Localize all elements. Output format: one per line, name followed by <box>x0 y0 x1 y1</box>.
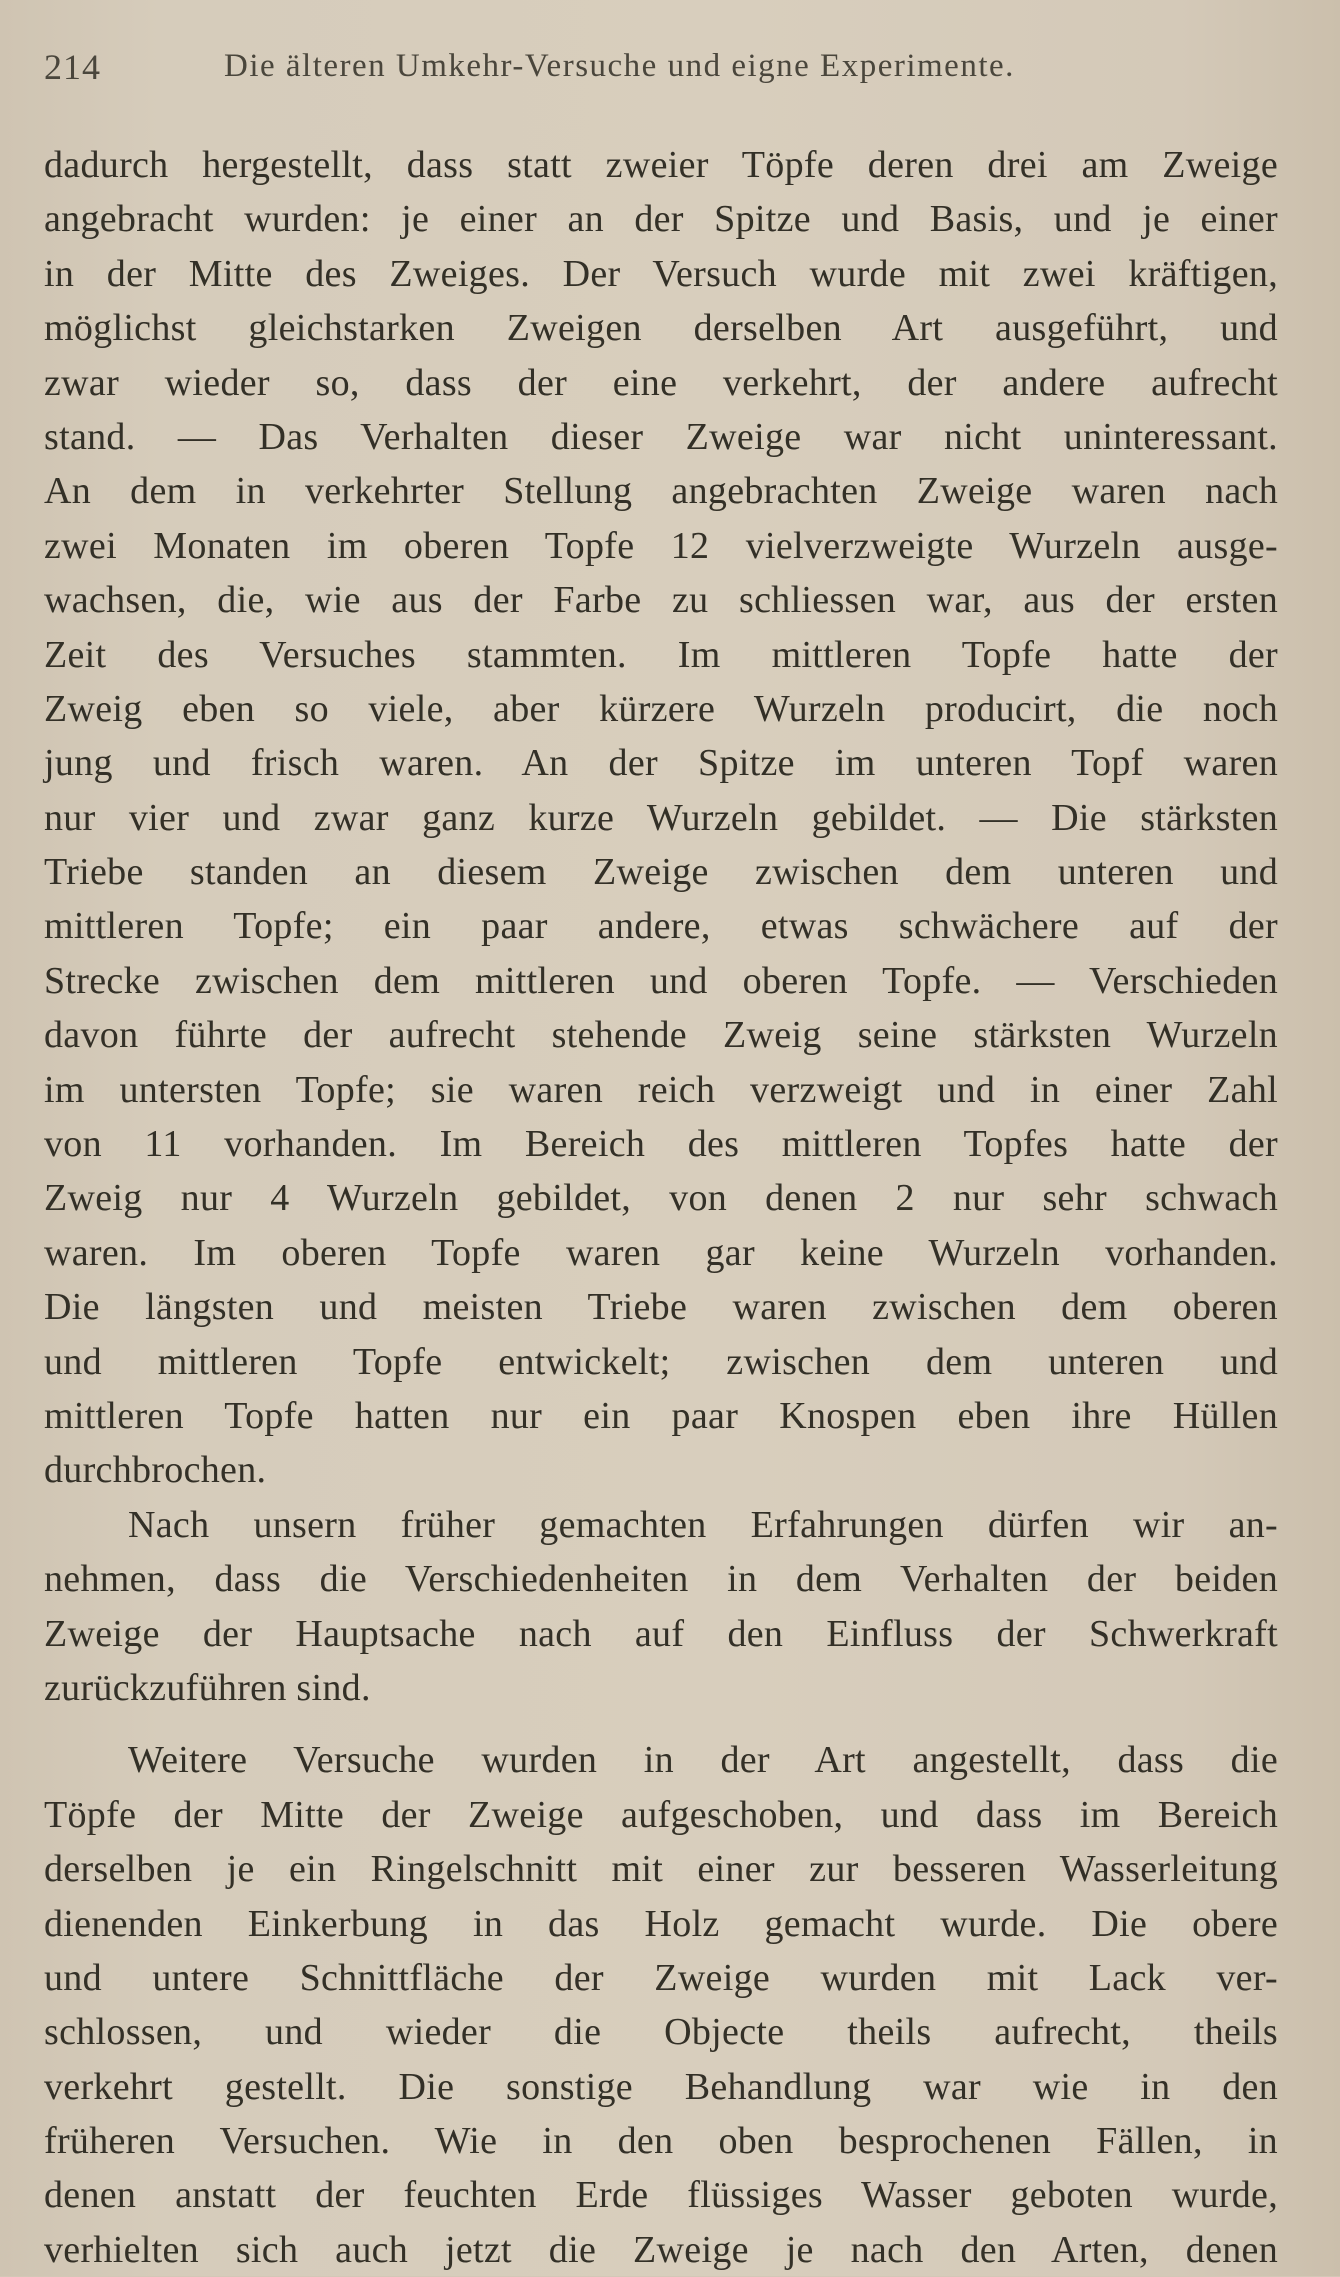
text-line: Zeit des Versuches stammten. Im mittleren Topfe hatte der <box>44 633 1278 676</box>
text-line: denen anstatt der feuchten Erde flüssiges Wasser geboten wurde, <box>44 2174 1278 2217</box>
text-line: dienenden Einkerbung in das Holz gemacht wurde. Die obere <box>44 1902 1278 1945</box>
text-line: Triebe standen an diesem Zweige zwischen dem unteren und <box>44 851 1278 894</box>
page-number: 214 <box>44 47 101 87</box>
text-line: jung und frisch waren. An der Spitze im unteren Topf waren <box>44 742 1278 785</box>
text-line: davon führte der aufrecht stehende Zweig seine stärksten Wurzeln <box>44 1014 1278 1057</box>
text-line: zurückzuführen sind. <box>44 1666 371 1709</box>
text-line: Zweig nur 4 Wurzeln gebildet, von denen 2 nur sehr schwach <box>44 1177 1278 1220</box>
text-line: wachsen, die, wie aus der Farbe zu schliessen war, aus der ersten <box>44 579 1278 622</box>
page-header <box>44 46 1284 96</box>
text-line: angebracht wurden: je einer an der Spitze und Basis, und je einer <box>44 198 1278 241</box>
text-line: durchbrochen. <box>44 1449 267 1492</box>
text-line: Die längsten und meisten Triebe waren zwischen dem oberen <box>44 1286 1278 1329</box>
text-line: verhielten sich auch jetzt die Zweige je nach den Arten, denen <box>44 2228 1278 2271</box>
text-line: Töpfe der Mitte der Zweige aufgeschoben, und dass im Bereich <box>44 1793 1278 1836</box>
paragraph-3 <box>44 1733 1278 2277</box>
text-line: waren. Im oberen Topfe waren gar keine Wurzeln vorhanden. <box>44 1231 1278 1274</box>
text-line: zwar wieder so, dass der eine verkehrt, der andere aufrecht <box>44 361 1278 404</box>
text-line: mittleren Topfe; ein paar andere, etwas schwächere auf der <box>44 905 1278 948</box>
text-line: dadurch hergestellt, dass statt zweier Töpfe deren drei am Zweige <box>44 144 1278 186</box>
text-line: in der Mitte des Zweiges. Der Versuch wurde mit zwei kräftigen, <box>44 252 1278 295</box>
text-line: mittleren Topfe hatten nur ein paar Knospen eben ihre Hüllen <box>44 1394 1278 1437</box>
text-line: im untersten Topfe; sie waren reich verzweigt und in einer Zahl <box>44 1068 1278 1111</box>
text-line: von 11 vorhanden. Im Bereich des mittleren Topfes hatte der <box>44 1123 1278 1166</box>
text-line: früheren Versuchen. Wie in den oben besprochenen Fällen, in <box>44 2120 1278 2163</box>
running-head: Die älteren Umkehr-Versuche und eigne Experimente. <box>224 48 1015 84</box>
text-line: Weitere Versuche wurden in der Art angestellt, dass die <box>128 1739 1278 1782</box>
text-line: nur vier und zwar ganz kurze Wurzeln gebildet. — Die stärksten <box>44 796 1278 839</box>
body-text <box>44 138 1278 2277</box>
text-line: stand. — Das Verhalten dieser Zweige war nicht uninteressant. <box>44 415 1278 458</box>
text-line: zwei Monaten im oberen Topfe 12 vielverzweigte Wurzeln ausge- <box>44 524 1278 567</box>
paragraph-1 <box>44 138 1278 1498</box>
text-line: nehmen, dass die Verschiedenheiten in dem Verhalten der beiden <box>44 1558 1278 1601</box>
text-line: möglichst gleichstarken Zweigen derselben Art ausgeführt, und <box>44 307 1278 350</box>
text-line: Strecke zwischen dem mittleren und oberen Topfe. — Verschieden <box>44 959 1278 1002</box>
paragraph-2 <box>44 1498 1278 1716</box>
text-line: derselben je ein Ringelschnitt mit einer zur besseren Wasserleitung <box>44 1848 1278 1891</box>
text-line: Zweige der Hauptsache nach auf den Einfluss der Schwerkraft <box>44 1612 1278 1655</box>
text-line: Zweig eben so viele, aber kürzere Wurzeln producirt, die noch <box>44 687 1278 730</box>
text-line: verkehrt gestellt. Die sonstige Behandlung war wie in den <box>44 2065 1278 2108</box>
text-line: und untere Schnittfläche der Zweige wurden mit Lack ver- <box>44 1956 1278 1999</box>
text-line: und mittleren Topfe entwickelt; zwischen dem unteren und <box>44 1340 1278 1383</box>
paragraph-gap <box>44 1715 1278 1733</box>
text-line: An dem in verkehrter Stellung angebrachten Zweige waren nach <box>44 470 1278 513</box>
text-line: schlossen, und wieder die Objecte theils aufrecht, theils <box>44 2011 1278 2054</box>
text-line: Nach unsern früher gemachten Erfahrungen dürfen wir an- <box>128 1503 1278 1546</box>
